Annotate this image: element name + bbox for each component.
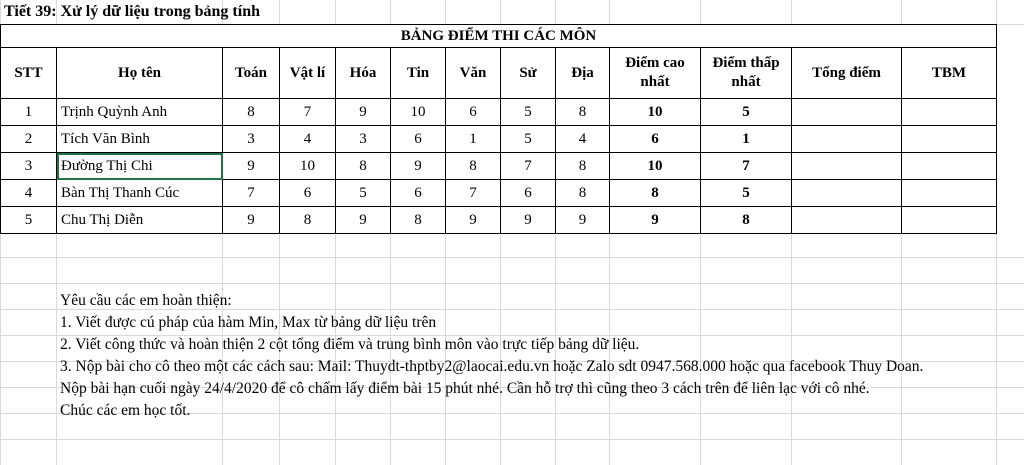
- cell-score[interactable]: 6: [391, 126, 446, 153]
- cell-score[interactable]: 9: [223, 207, 280, 234]
- cell-score[interactable]: 9: [391, 153, 446, 180]
- cell-score[interactable]: 8: [556, 153, 610, 180]
- cell-name[interactable]: Bàn Thị Thanh Cúc: [57, 180, 223, 207]
- cell-name[interactable]: Trịnh Quỳnh Anh: [57, 99, 223, 126]
- cell-min[interactable]: 5: [701, 99, 792, 126]
- cell-total[interactable]: [792, 126, 902, 153]
- cell-score[interactable]: 4: [556, 126, 610, 153]
- cell-score[interactable]: 7: [446, 180, 501, 207]
- cell-score[interactable]: 8: [556, 180, 610, 207]
- cell-name[interactable]: Chu Thị Diễn: [57, 207, 223, 234]
- header-cell[interactable]: STT: [1, 48, 57, 99]
- cell-score[interactable]: 10: [391, 99, 446, 126]
- header-cell[interactable]: Điểm thấp nhất: [701, 48, 792, 99]
- cell-min[interactable]: 8: [701, 207, 792, 234]
- header-cell[interactable]: Văn: [446, 48, 501, 99]
- cell-score[interactable]: 9: [556, 207, 610, 234]
- cell-score[interactable]: 9: [336, 99, 391, 126]
- cell-name-selected[interactable]: Đường Thị Chi: [57, 153, 223, 180]
- cell-max[interactable]: 10: [610, 99, 701, 126]
- cell-score[interactable]: 8: [446, 153, 501, 180]
- cell-average[interactable]: [902, 153, 997, 180]
- cell-score[interactable]: 7: [501, 153, 556, 180]
- cell-score[interactable]: 6: [446, 99, 501, 126]
- header-row: [1, 48, 997, 99]
- cell-total[interactable]: [792, 180, 902, 207]
- cell-score[interactable]: 5: [501, 126, 556, 153]
- cell-stt[interactable]: 4: [1, 180, 57, 207]
- cell-score[interactable]: 1: [446, 126, 501, 153]
- header-cell[interactable]: TBM: [902, 48, 997, 99]
- cell-score[interactable]: 5: [336, 180, 391, 207]
- cell-score[interactable]: 3: [223, 126, 280, 153]
- note-line: Nộp bài hạn cuối ngày 24/4/2020 để cô chấm lấy điểm bài 15 phút nhé. Cần hỗ trợ thì cũng theo 3 cách trên để liên lạc với cô nhé.: [60, 380, 870, 397]
- cell-score[interactable]: 10: [280, 153, 336, 180]
- cell-average[interactable]: [902, 99, 997, 126]
- cell-total[interactable]: [792, 153, 902, 180]
- cell-score[interactable]: 9: [501, 207, 556, 234]
- table-row: [1, 180, 997, 207]
- header-cell[interactable]: Hóa: [336, 48, 391, 99]
- header-cell[interactable]: Điểm cao nhất: [610, 48, 701, 99]
- cell-score[interactable]: 7: [280, 99, 336, 126]
- sheet-title: Tiết 39: Xử lý dữ liệu trong bảng tính: [4, 3, 260, 20]
- cell-average[interactable]: [902, 126, 997, 153]
- header-cell[interactable]: Họ tên: [57, 48, 223, 99]
- cell-score[interactable]: 9: [446, 207, 501, 234]
- cell-score[interactable]: 8: [223, 99, 280, 126]
- cell-score[interactable]: 3: [336, 126, 391, 153]
- cell-score[interactable]: 7: [223, 180, 280, 207]
- table-banner[interactable]: BẢNG ĐIỂM THI CÁC MÔN: [1, 25, 997, 48]
- table-row: [1, 153, 997, 180]
- cell-total[interactable]: [792, 99, 902, 126]
- header-cell[interactable]: Tin: [391, 48, 446, 99]
- cell-score[interactable]: 8: [391, 207, 446, 234]
- cell-score[interactable]: 9: [336, 207, 391, 234]
- cell-stt[interactable]: 3: [1, 153, 57, 180]
- cell-stt[interactable]: 1: [1, 99, 57, 126]
- table-row: [1, 99, 997, 126]
- instructions-note[interactable]: [60, 290, 1000, 422]
- header-cell[interactable]: Tổng điểm: [792, 48, 902, 99]
- cell-average[interactable]: [902, 180, 997, 207]
- cell-stt[interactable]: 5: [1, 207, 57, 234]
- cell-total[interactable]: [792, 207, 902, 234]
- note-line: 1. Viết được cú pháp của hàm Min, Max từ bảng dữ liệu trên: [60, 314, 437, 331]
- note-line: Yêu cầu các em hoàn thiện:: [60, 292, 232, 309]
- cell-name[interactable]: Tích Văn Bình: [57, 126, 223, 153]
- header-cell[interactable]: Địa: [556, 48, 610, 99]
- cell-max[interactable]: 9: [610, 207, 701, 234]
- header-cell[interactable]: Toán: [223, 48, 280, 99]
- cell-score[interactable]: 6: [280, 180, 336, 207]
- cell-stt[interactable]: 2: [1, 126, 57, 153]
- header-cell[interactable]: Vật lí: [280, 48, 336, 99]
- cell-score[interactable]: 9: [223, 153, 280, 180]
- cell-min[interactable]: 7: [701, 153, 792, 180]
- note-line: Chúc các em học tốt.: [60, 402, 191, 419]
- cell-score[interactable]: 5: [501, 99, 556, 126]
- cell-max[interactable]: 10: [610, 153, 701, 180]
- cell-score[interactable]: 4: [280, 126, 336, 153]
- cell-score[interactable]: 8: [556, 99, 610, 126]
- cell-max[interactable]: 8: [610, 180, 701, 207]
- note-line: 2. Viết công thức và hoàn thiện 2 cột tổng điểm và trung bình môn vào trực tiếp bảng dữ liệu.: [60, 336, 640, 353]
- cell-score[interactable]: 6: [391, 180, 446, 207]
- cell-score[interactable]: 8: [280, 207, 336, 234]
- cell-min[interactable]: 1: [701, 126, 792, 153]
- table-row: [1, 207, 997, 234]
- cell-max[interactable]: 6: [610, 126, 701, 153]
- table-row: [1, 126, 997, 153]
- cell-score[interactable]: 6: [501, 180, 556, 207]
- cell-average[interactable]: [902, 207, 997, 234]
- note-line: 3. Nộp bài cho cô theo một các cách sau: Mail: Thuydt-thptby2@laocai.edu.vn hoặc Zalo sdt 0947.568.000 hoặc qua facebook Thuy Doan.: [60, 358, 924, 375]
- header-cell[interactable]: Sử: [501, 48, 556, 99]
- cell-score[interactable]: 8: [336, 153, 391, 180]
- score-table: [0, 24, 997, 234]
- cell-min[interactable]: 5: [701, 180, 792, 207]
